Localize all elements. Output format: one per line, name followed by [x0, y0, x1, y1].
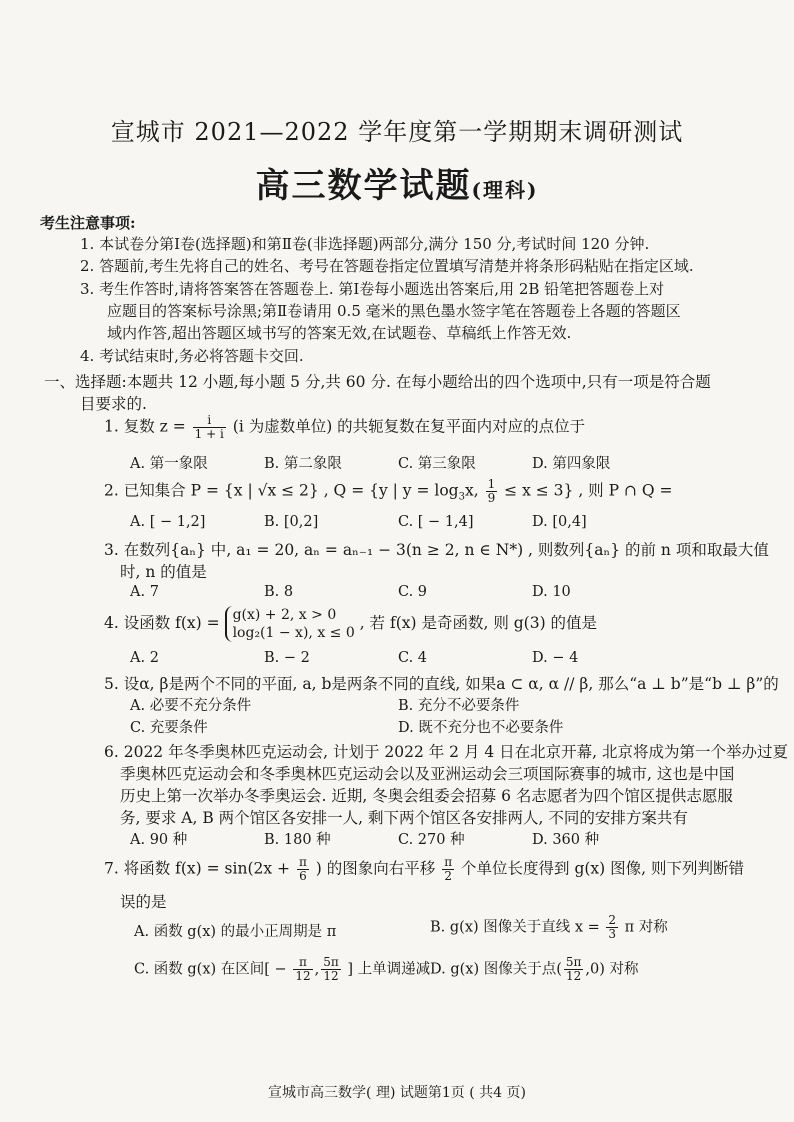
q4-option-d: D. − 4 — [532, 650, 579, 666]
q4-option-c: C. 4 — [398, 650, 428, 666]
q5-option-c: C. 充要条件 — [130, 720, 208, 736]
notice-item-continued: 应题目的答案标号涂黑;第Ⅱ卷请用 0.5 毫米的黑色墨水签字笔在答题卷上各题的答题区 — [107, 302, 681, 320]
q7-option-d-pre: D. g(x) 图像关于点( — [430, 961, 562, 978]
notice-item-continued: 域内作答,超出答题区域书写的答案无效,在试题卷、草稿纸上作答无效. — [107, 324, 572, 342]
subject-title-text: 高三数学试题 — [255, 166, 472, 206]
q2-option-b: B. [0,2] — [264, 514, 319, 530]
q6-option-d: D. 360 种 — [532, 832, 600, 848]
q1-option-a: A. 第一象限 — [130, 456, 208, 472]
question-6-continued: 季奥林匹克运动会和冬季奥林匹克运动会以及亚洲运动会三项国际赛事的城市, 这也是中国 — [120, 765, 735, 783]
section-heading: 一、选择题:本题共 12 小题,每小题 5 分,共 60 分. 在每小题给出的四个选项中,只有一项是符合题 — [44, 373, 711, 391]
q1-option-d: D. 第四象限 — [532, 456, 611, 472]
q7-stem-post: 个单位长度得到 g(x) 图像, 则下列判断错 — [461, 859, 744, 878]
section-heading-continued: 目要求的. — [80, 395, 147, 413]
q7-option-d-post: ,0) 对称 — [585, 961, 639, 978]
q5-option-b: B. 充分不必要条件 — [398, 698, 520, 714]
q3-option-d: D. 10 — [532, 584, 571, 600]
notice-item: 4. 考试结束时,务必将答题卡交回. — [80, 347, 304, 365]
question-5: 5. 设α, β是两个不同的平面, a, b是两条不同的直线, 如果a ⊂ α, α // β, 那么“a ⊥ b”是“b ⊥ β”的 — [104, 675, 779, 693]
fraction-numerator: 1 — [487, 477, 496, 491]
q7-option-d — [430, 956, 639, 983]
question-6-continued: 务, 要求 A, B 两个馆区各安排一人, 剩下两个馆区各安排两人, 不同的安排方案共有 — [120, 809, 688, 827]
piecewise-case-2: log₂(1 − x), x ≤ 0 — [232, 625, 355, 641]
q2-option-c: C. [ − 1,4] — [398, 514, 474, 530]
q3-option-c: C. 9 — [398, 584, 428, 600]
question-2 — [104, 478, 673, 505]
notice-heading: 考生注意事项: — [40, 214, 136, 232]
fraction-denominator: 12 — [566, 969, 582, 983]
q7-option-d-fraction — [564, 956, 584, 983]
notice-item: 3. 考生作答时,请将答案答在答题卷上. 第Ⅰ卷每小题选出答案后,用 2B 铅笔把答题卷上对 — [80, 280, 665, 298]
fraction-denominator: 2 — [444, 869, 452, 883]
q1-option-c: C. 第三象限 — [398, 456, 476, 472]
fraction-denominator: 3 — [608, 927, 617, 941]
q5-option-d: D. 既不充分也不必要条件 — [398, 720, 564, 736]
q6-option-b: B. 180 种 — [264, 832, 331, 848]
q7-option-c-fraction-2 — [321, 956, 341, 983]
q7-option-b-post: π 对称 — [624, 919, 668, 936]
fraction-numerator: i — [193, 414, 226, 428]
q7-option-b-fraction — [606, 914, 618, 941]
q2-option-d: D. [0,4] — [532, 514, 587, 530]
q3-option-b: B. 8 — [264, 584, 294, 600]
fraction-denominator: 9 — [487, 491, 496, 505]
q7-option-b — [430, 914, 668, 941]
q7-option-c — [134, 956, 430, 983]
page-footer: 宣城市高三数学( 理) 试题第1页 ( 共4 页) — [268, 1085, 526, 1101]
fraction-denominator: 6 — [299, 869, 307, 883]
piecewise-case-1: g(x) + 2, x > 0 — [232, 607, 337, 623]
q7-stem-pre: 7. 将函数 f(x) = sin(2x + — [104, 859, 291, 878]
q7-stem-mid: ) 的图象向右平移 — [315, 859, 436, 878]
fraction-denominator: 1 + i — [194, 427, 224, 441]
q4-stem-pre: 4. 设函数 f(x) = — [104, 614, 220, 632]
q2-stem-mid: x, — [464, 481, 479, 500]
q5-option-a: A. 必要不充分条件 — [130, 698, 252, 714]
q7-option-a: A. 函数 g(x) 的最小正周期是 π — [134, 924, 337, 940]
q1-fraction — [193, 414, 226, 441]
log-base: 3 — [458, 491, 465, 503]
q2-stem-pre: 2. 已知集合 P = {x | √x ≤ 2} , Q = {y | y = log — [104, 481, 459, 500]
fraction-numerator: 5π — [565, 955, 582, 969]
question-3: 3. 在数列{aₙ} 中, a₁ = 20, aₙ = aₙ₋₁ − 3(n ≥ 2, n ∈ N*) , 则数列{aₙ} 的前 n 项和取最大值 — [104, 541, 769, 559]
q6-option-a: A. 90 种 — [130, 832, 188, 848]
fraction-numerator: π — [444, 855, 453, 869]
notice-item: 2. 答题前,考生先将自己的姓名、考号在答题卷指定位置填写清楚并将条形码粘贴在指定区域. — [80, 257, 694, 275]
fraction-numerator: 5π — [323, 955, 339, 969]
fraction-numerator: π — [298, 855, 307, 869]
q7-option-b-pre: B. g(x) 图像关于直线 x = — [430, 919, 600, 936]
question-7 — [104, 856, 744, 883]
q1-option-b: B. 第二象限 — [264, 456, 342, 472]
q4-option-b: B. − 2 — [264, 650, 310, 666]
subject-track-label: (理科) — [471, 178, 539, 202]
q4-stem-post: , 若 f(x) 是奇函数, 则 g(3) 的值是 — [359, 614, 598, 632]
q7-fraction-2 — [442, 856, 454, 883]
notice-item: 1. 本试卷分第Ⅰ卷(选择题)和第Ⅱ卷(非选择题)两部分,满分 150 分,考试时间 120 分钟. — [80, 235, 650, 253]
question-7-continued: 误的是 — [120, 893, 167, 911]
q3-option-a: A. 7 — [130, 584, 159, 600]
question-6: 6. 2022 年冬季奥林匹克运动会, 计划于 2022 年 2 月 4 日在北京开幕, 北京将成为第一个举办过夏 — [104, 743, 789, 761]
question-4 — [104, 606, 597, 642]
q4-option-a: A. 2 — [130, 650, 159, 666]
q7-option-c-pre: C. 函数 g(x) 在区间[ − — [134, 961, 287, 978]
question-6-continued: 历史上第一次举办冬季奥运会. 近期, 冬奥会组委会招募 6 名志愿者为四个馆区提供志愿服 — [120, 787, 733, 805]
q7-option-c-post: ] 上单调递减 — [347, 961, 431, 978]
fraction-denominator: 12 — [295, 969, 311, 983]
q6-option-c: C. 270 种 — [398, 832, 465, 848]
question-1 — [104, 414, 585, 441]
q7-option-c-fraction-1 — [293, 956, 312, 983]
exam-subject-title — [0, 158, 794, 207]
q2-option-a: A. [ − 1,2] — [130, 514, 206, 530]
fraction-denominator: 12 — [323, 969, 339, 983]
q7-fraction-1 — [297, 856, 309, 883]
q1-stem-post: (i 为虚数单位) 的共轭复数在复平面内对应的点位于 — [232, 417, 586, 436]
fraction-numerator: 2 — [608, 913, 617, 927]
exam-title: 宣城市 2021—2022 学年度第一学期期末调研测试 — [110, 118, 684, 146]
question-3-continued: 时, n 的值是 — [120, 563, 207, 581]
piecewise-function — [225, 606, 355, 642]
q2-stem-post: ≤ x ≤ 3} , 则 P ∩ Q = — [504, 481, 673, 500]
q7-option-c-comma: , — [314, 961, 320, 978]
q1-stem-pre: 1. 复数 z = — [104, 417, 186, 436]
q2-fraction — [486, 478, 498, 505]
fraction-numerator: π — [293, 956, 312, 970]
